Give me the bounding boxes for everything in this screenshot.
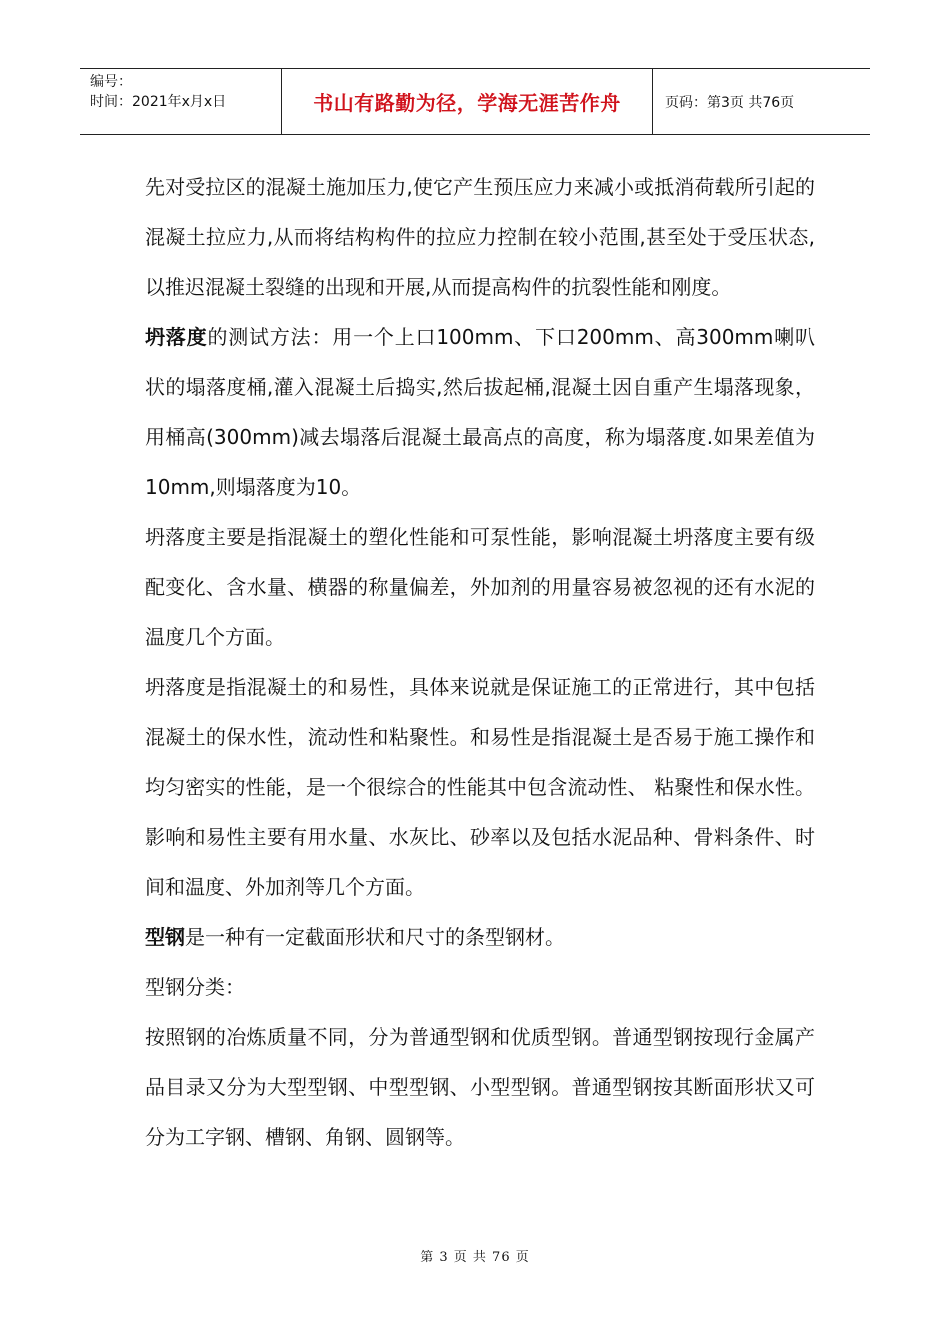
paragraph-slump-factors: 坍落度主要是指混凝土的塑化性能和可泵性能，影响混凝土坍落度主要有级配变化、含水量、横器的称量偏差，外加剂的用量容易被忽视的还有水泥的温度几个方面。	[145, 525, 815, 649]
paragraph-workability: 坍落度是指混凝土的和易性，具体来说就是保证施工的正常进行，其中包括混凝土的保水性，流动性和粘聚性。和易性是指混凝土是否易于施工操作和均匀密实的性能，是一个很综合的性能其中包含流动性、 粘聚性和保水性。影响和易性主要有用水量、水灰比、砂率以及包括水泥品种、骨料条件、时间和温度、外加剂等几个方面。	[145, 675, 815, 899]
paragraph-steel-classification: 按照钢的冶炼质量不同，分为普通型钢和优质型钢。普通型钢按现行金属产品目录又分为大型型钢、中型型钢、小型型钢。普通型钢按其断面形状又可分为工字钢、槽钢、角钢、圆钢等。	[145, 1025, 815, 1149]
serial-number-label: 编号：	[90, 74, 132, 90]
header-meta	[80, 69, 281, 134]
paragraph-section-steel	[145, 912, 815, 962]
paragraph-slump-test	[145, 312, 815, 512]
term-slump: 坍落度	[145, 325, 208, 349]
document-body	[145, 162, 815, 1162]
paragraph-slump-test-text: 的测试方法：用一个上口100mm、下口200mm、高300mm喇叭状的塌落度桶,灌入混凝土后捣实,然后拔起桶,混凝土因自重产生塌落现象，用桶高(300mm)减去塌落后混凝土最高点的高度，称为塌落度.如果差值为10mm,则塌落度为10。	[145, 325, 816, 499]
paragraph-steel-classification-heading: 型钢分类：	[145, 975, 245, 999]
paragraph-section-steel-text: 是一种有一定截面形状和尺寸的条型钢材。	[185, 925, 565, 949]
header-motto: 书山有路勤为径，学海无涯苦作舟	[281, 69, 653, 134]
document-header	[80, 68, 870, 135]
paragraph-prestress: 先对受拉区的混凝土施加压力,使它产生预压应力来减小或抵消荷载所引起的混凝土拉应力,从而将结构构件的拉应力控制在较小范围,甚至处于受压状态,以推迟混凝土裂缝的出现和开展,从而提高构件的抗裂性能和刚度。	[145, 175, 815, 299]
time-label: 时间：2021年x月x日	[90, 94, 227, 110]
term-section-steel: 型钢	[145, 925, 185, 949]
page-footer: 第 3 页 共 76 页	[420, 1250, 530, 1265]
header-page-info: 页码：第3页 共76页	[665, 94, 795, 111]
